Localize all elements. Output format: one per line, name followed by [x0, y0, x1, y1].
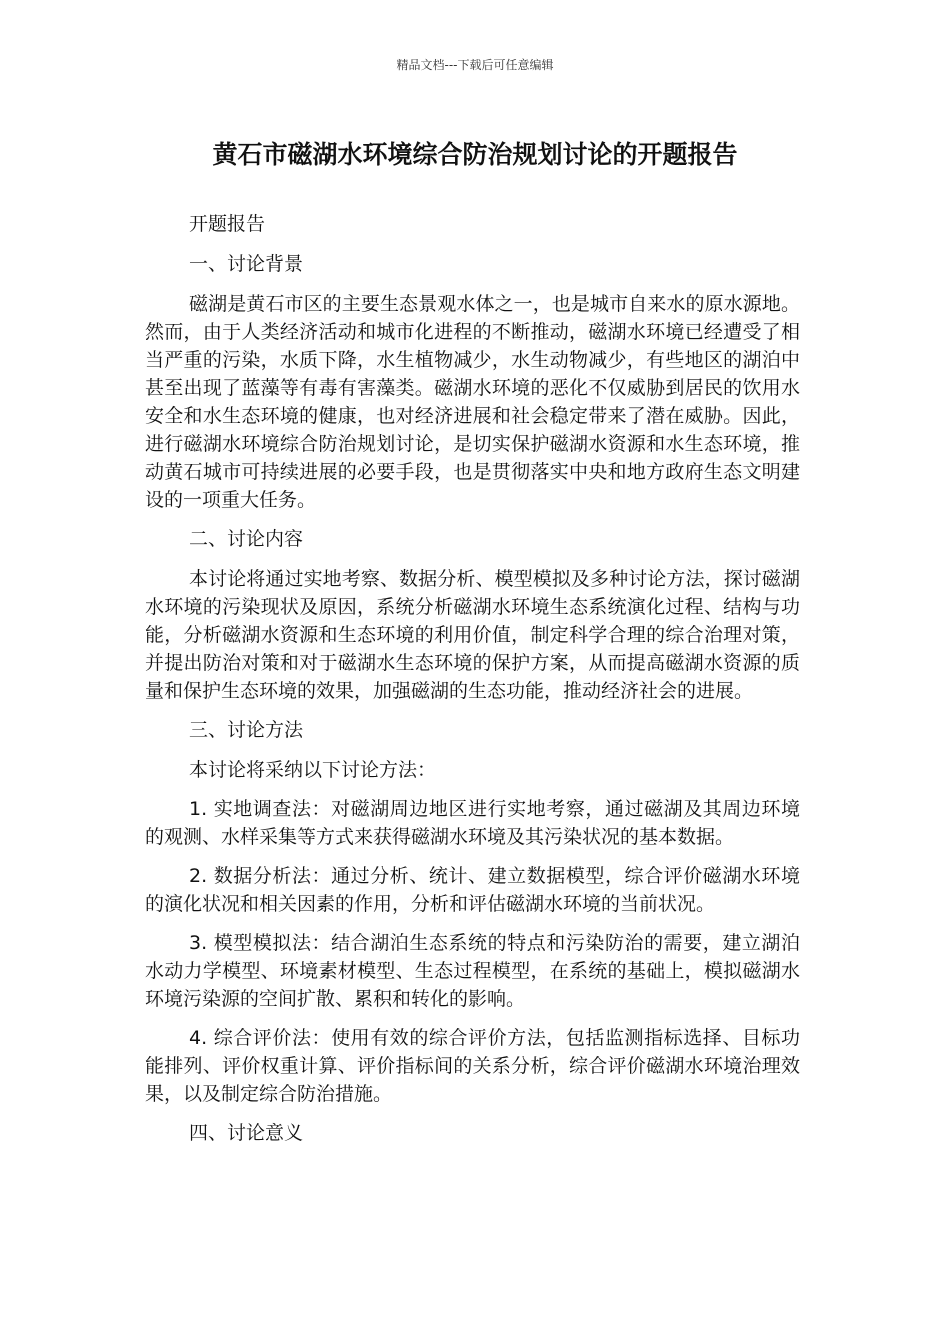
document-title: 黄石市磁湖水环境综合防治规划讨论的开题报告 [212, 140, 738, 169]
method-item-1: 1. 实地调查法：对磁湖周边地区进行实地考察，通过磁湖及其周边环境的观测、水样采集等方式来获得磁湖水环境及其污染状况的基本数据。 [145, 798, 800, 848]
section-body-content: 本讨论将通过实地考察、数据分析、模型模拟及多种讨论方法，探讨磁湖水环境的污染现状及原因，系统分析磁湖水环境生态系统演化过程、结构与功能，分析磁湖水资源和生态环境的利用价值，制定科学合理的综合治理对策，并提出防治对策和对于磁湖水生态环境的保护方案，从而提高磁湖水资源的质量和保护生态环境的效果，加强磁湖的生态功能，推动经济社会的进展。 [145, 568, 800, 702]
document-body [145, 210, 800, 1159]
section-heading-content: 二、讨论内容 [189, 528, 304, 550]
section-heading-methods: 三、讨论方法 [189, 719, 304, 741]
method-item-4: 4. 综合评价法：使用有效的综合评价方法，包括监测指标选择、目标功能排列、评价权重计算、评价指标间的关系分析，综合评价磁湖水环境治理效果，以及制定综合防治措施。 [145, 1027, 800, 1105]
section-heading-background: 一、讨论背景 [189, 253, 304, 275]
method-item-3: 3. 模型模拟法：结合湖泊生态系统的特点和污染防治的需要，建立湖泊水动力学模型、环境素材模型、生态过程模型，在系统的基础上，模拟磁湖水环境污染源的空间扩散、累积和转化的影响。 [145, 932, 800, 1010]
report-label: 开题报告 [189, 213, 266, 235]
method-item-2: 2. 数据分析法：通过分析、统计、建立数据模型，综合评价磁湖水环境的演化状况和相关因素的作用，分析和评估磁湖水环境的当前状况。 [145, 865, 800, 915]
section-body-background: 磁湖是黄石市区的主要生态景观水体之一，也是城市自来水的原水源地。然而，由于人类经济活动和城市化进程的不断推动，磁湖水环境已经遭受了相当严重的污染，水质下降，水生植物减少，水生动物减少，有些地区的湖泊中甚至出现了蓝藻等有毒有害藻类。磁湖水环境的恶化不仅威胁到居民的饮用水安全和水生态环境的健康，也对经济进展和社会稳定带来了潜在威胁。因此，进行磁湖水环境综合防治规划讨论，是切实保护磁湖水资源和水生态环境，推动黄石城市可持续进展的必要手段，也是贯彻落实中央和地方政府生态文明建设的一项重大任务。 [145, 293, 800, 511]
methods-intro: 本讨论将采纳以下讨论方法： [189, 759, 437, 781]
section-heading-significance: 四、讨论意义 [189, 1122, 304, 1144]
header-watermark: 精品文档---下载后可任意编辑 [396, 58, 554, 72]
